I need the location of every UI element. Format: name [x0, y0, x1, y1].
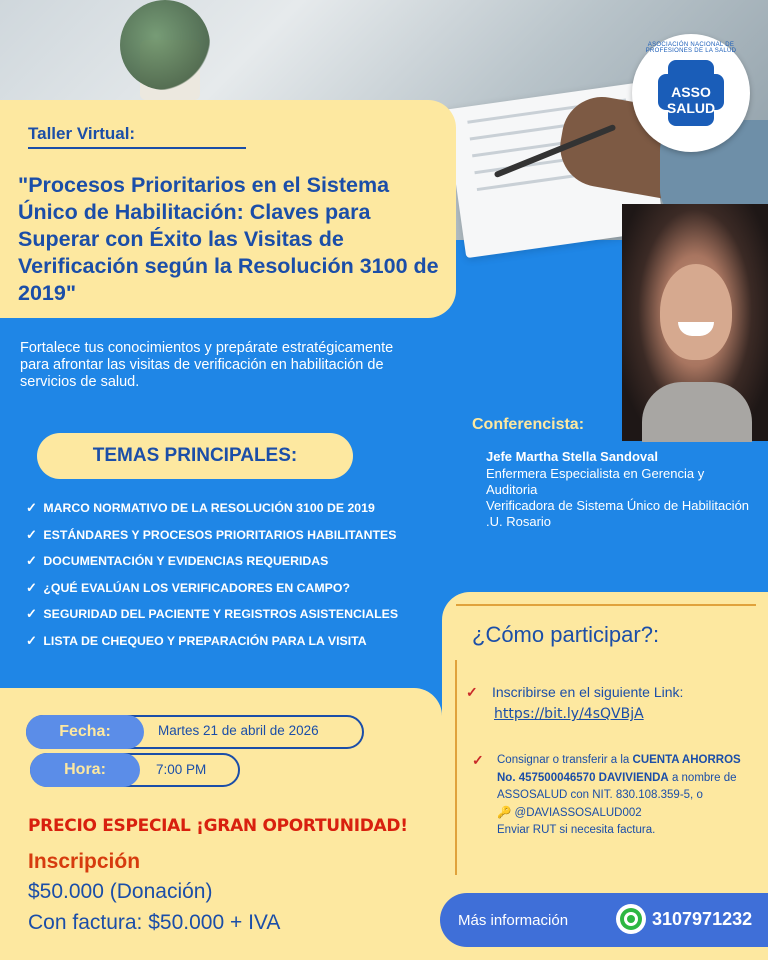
fee-amount: $50.000 (Donación)	[28, 880, 213, 903]
list-item: ✓ SEGURIDAD DEL PACIENTE Y REGISTROS ASISTENCIALES	[26, 606, 399, 621]
divider	[28, 147, 246, 149]
check-icon: ✓	[26, 579, 37, 595]
participate-title: ¿Cómo participar?:	[472, 622, 660, 647]
check-icon: ✓	[26, 500, 37, 515]
intro-text: Fortalece tus conocimientos y prepárate estratégicamente para afrontar las visitas de verificación en habilitación de servicios de salud.	[20, 340, 394, 390]
speaker-role	[486, 466, 756, 530]
step-register: Inscribirse en el siguiente Link:	[492, 684, 684, 700]
list-item: ✓ LISTA DE CHEQUEO Y PREPARACIÓN PARA LA VISITA	[26, 632, 367, 648]
workshop-label: Taller Virtual:	[28, 124, 136, 143]
speaker-role-line: Verificadora de Sistema Único de Habilitación .U. Rosario	[486, 498, 750, 529]
registration-link[interactable]: https://bit.ly/4sQVBjA	[494, 706, 644, 722]
check-icon: ✓	[26, 606, 37, 621]
topics-list	[26, 500, 446, 659]
account-handle: 🔑 @DAVIASSOSALUD002	[497, 806, 642, 819]
check-icon: ✓	[472, 752, 484, 768]
whatsapp-icon[interactable]	[616, 904, 646, 934]
list-item: ✓ MARCO NORMATIVO DE LA RESOLUCIÓN 3100 DE 2019	[26, 500, 375, 515]
speaker-label: Conferencista:	[472, 416, 585, 433]
time-value: 7:00 PM	[156, 762, 207, 777]
contact-label: Más información	[458, 912, 569, 929]
date-label: Fecha:	[26, 715, 144, 749]
date-value: Martes 21 de abril de 2026	[158, 723, 319, 738]
time-label: Hora:	[30, 753, 140, 787]
list-item: ✓ ESTÁNDARES Y PROCESOS PRIORITARIOS HABILITANTES	[26, 526, 397, 542]
divider	[455, 660, 457, 875]
workshop-title: "Procesos Prioritarios en el Sistema Único de Habilitación: Claves para Superar con Éxito las Visitas de Verificación según la Resolución 3100 de 2019"	[18, 173, 439, 305]
special-price-banner: PRECIO ESPECIAL ¡GRAN OPORTUNIDAD!	[28, 816, 408, 836]
logo-brand: ASSO SALUD	[666, 84, 716, 116]
check-icon: ✓	[26, 632, 37, 648]
list-item: ✓ ¿QUÉ EVALÚAN LOS VERIFICADORES EN CAMPO?	[26, 579, 350, 595]
divider	[456, 604, 756, 606]
assosalud-logo	[632, 34, 750, 152]
fee-label: Inscripción	[28, 850, 141, 873]
fee-invoice: Con factura: $50.000 + IVA	[28, 911, 281, 934]
speaker-role-line: Enfermera Especialista en Gerencia y Auditoria	[486, 466, 705, 497]
logo-ring-text: ASOCIACIÓN NACIONAL DE PROFESIONES DE LA SALUD	[645, 42, 737, 54]
speaker-name: Jefe Martha Stella Sandoval	[486, 449, 658, 464]
contact-phone[interactable]: 3107971232	[652, 909, 753, 929]
list-item: ✓ DOCUMENTACIÓN Y EVIDENCIAS REQUERIDAS	[26, 553, 329, 568]
step-payment: Consignar o transferir a la CUENTA AHORROS No. 457500046570 DAVIVIENDA a nombre de ASSOSALUD con NIT. 830.108.359-5, o 🔑 @DAVIASSOSALUD002 Enviar RUT si necesita factura.	[497, 754, 741, 836]
check-icon: ✓	[466, 684, 478, 700]
check-icon: ✓	[26, 553, 37, 568]
topics-heading: TEMAS PRINCIPALES:	[37, 433, 353, 479]
speaker-photo	[622, 204, 768, 441]
check-icon: ✓	[26, 526, 37, 542]
